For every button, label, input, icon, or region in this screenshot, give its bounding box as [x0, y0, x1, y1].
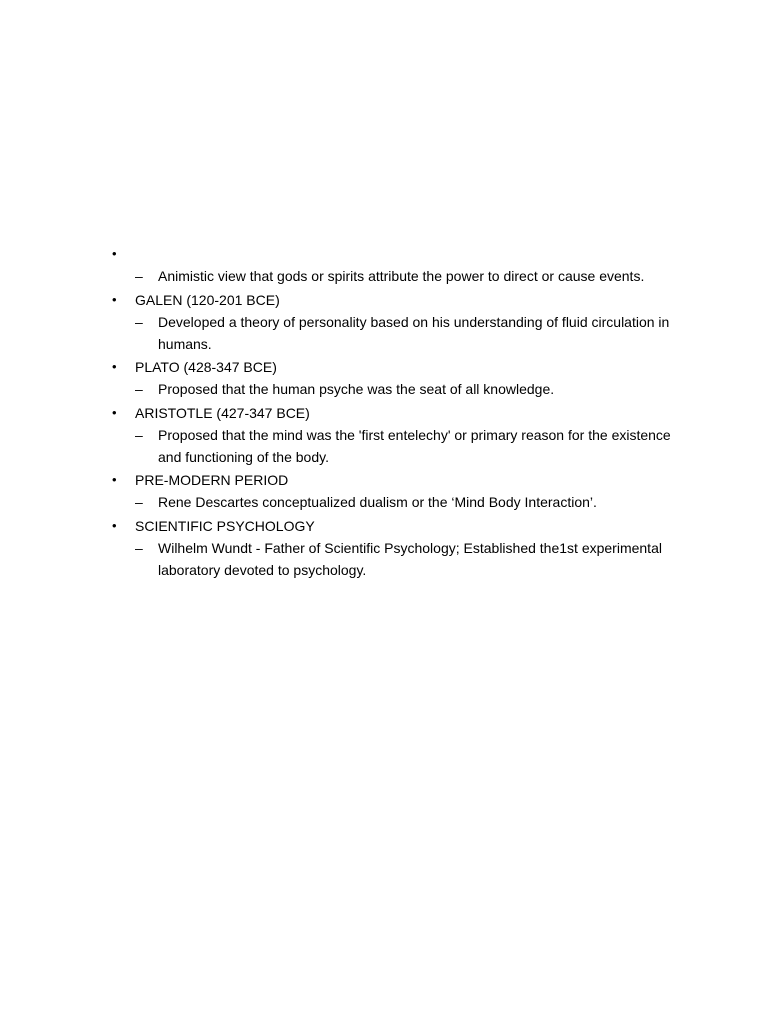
- bullet-icon: •: [112, 359, 117, 374]
- dash-icon: –: [135, 268, 143, 284]
- sub-item: [135, 378, 690, 400]
- sub-item-text: Rene Descartes conceptualized dualism or the ‘Mind Body Interaction’.: [158, 494, 597, 510]
- history-outline: [110, 243, 690, 582]
- sub-item: [135, 311, 690, 355]
- sub-item-text: Wilhelm Wundt - Father of Scientific Psychology; Established the1st experimental laboratory devoted to psychology.: [158, 539, 662, 578]
- sub-list: [135, 311, 690, 355]
- outline-item: [110, 243, 690, 287]
- sub-item-text: Proposed that the human psyche was the seat of all knowledge.: [158, 381, 555, 397]
- sub-item: [135, 265, 690, 287]
- sub-list: [135, 491, 690, 513]
- dash-icon: –: [135, 539, 143, 556]
- outline-heading: [135, 243, 690, 265]
- dash-icon: –: [135, 313, 143, 330]
- sub-list: [135, 424, 690, 468]
- sub-list: [135, 537, 690, 581]
- bullet-icon: •: [112, 291, 117, 307]
- outline-heading: PRE-MODERN PERIOD: [135, 472, 289, 488]
- outline-heading: SCIENTIFIC PSYCHOLOGY: [135, 517, 315, 534]
- outline-item: [110, 469, 690, 513]
- outline-heading: GALEN (120-201 BCE): [135, 291, 280, 308]
- sub-item: [135, 537, 690, 581]
- dash-icon: –: [135, 381, 143, 397]
- bullet-icon: •: [112, 246, 117, 261]
- outline-item: [110, 402, 690, 468]
- outline-heading: ARISTOTLE (427-347 BCE): [135, 404, 310, 421]
- sub-item: [135, 424, 690, 468]
- dash-icon: –: [135, 426, 143, 443]
- outline-item: [110, 356, 690, 400]
- bullet-icon: •: [112, 517, 117, 533]
- sub-item: [135, 491, 690, 513]
- dash-icon: –: [135, 494, 143, 510]
- bullet-icon: •: [112, 404, 117, 420]
- outline-item: [110, 515, 690, 581]
- sub-item-text: Developed a theory of personality based on his understanding of fluid circulation in humans.: [158, 313, 670, 352]
- sub-item-text: Proposed that the mind was the 'first entelechy' or primary reason for the existence and functioning of the body.: [158, 426, 671, 465]
- outline-item: [110, 289, 690, 355]
- sub-list: [135, 265, 690, 287]
- bullet-icon: •: [112, 472, 117, 487]
- outline-heading: PLATO (428-347 BCE): [135, 359, 277, 375]
- sub-list: [135, 378, 690, 400]
- sub-item-text: Animistic view that gods or spirits attribute the power to direct or cause events.: [158, 268, 645, 284]
